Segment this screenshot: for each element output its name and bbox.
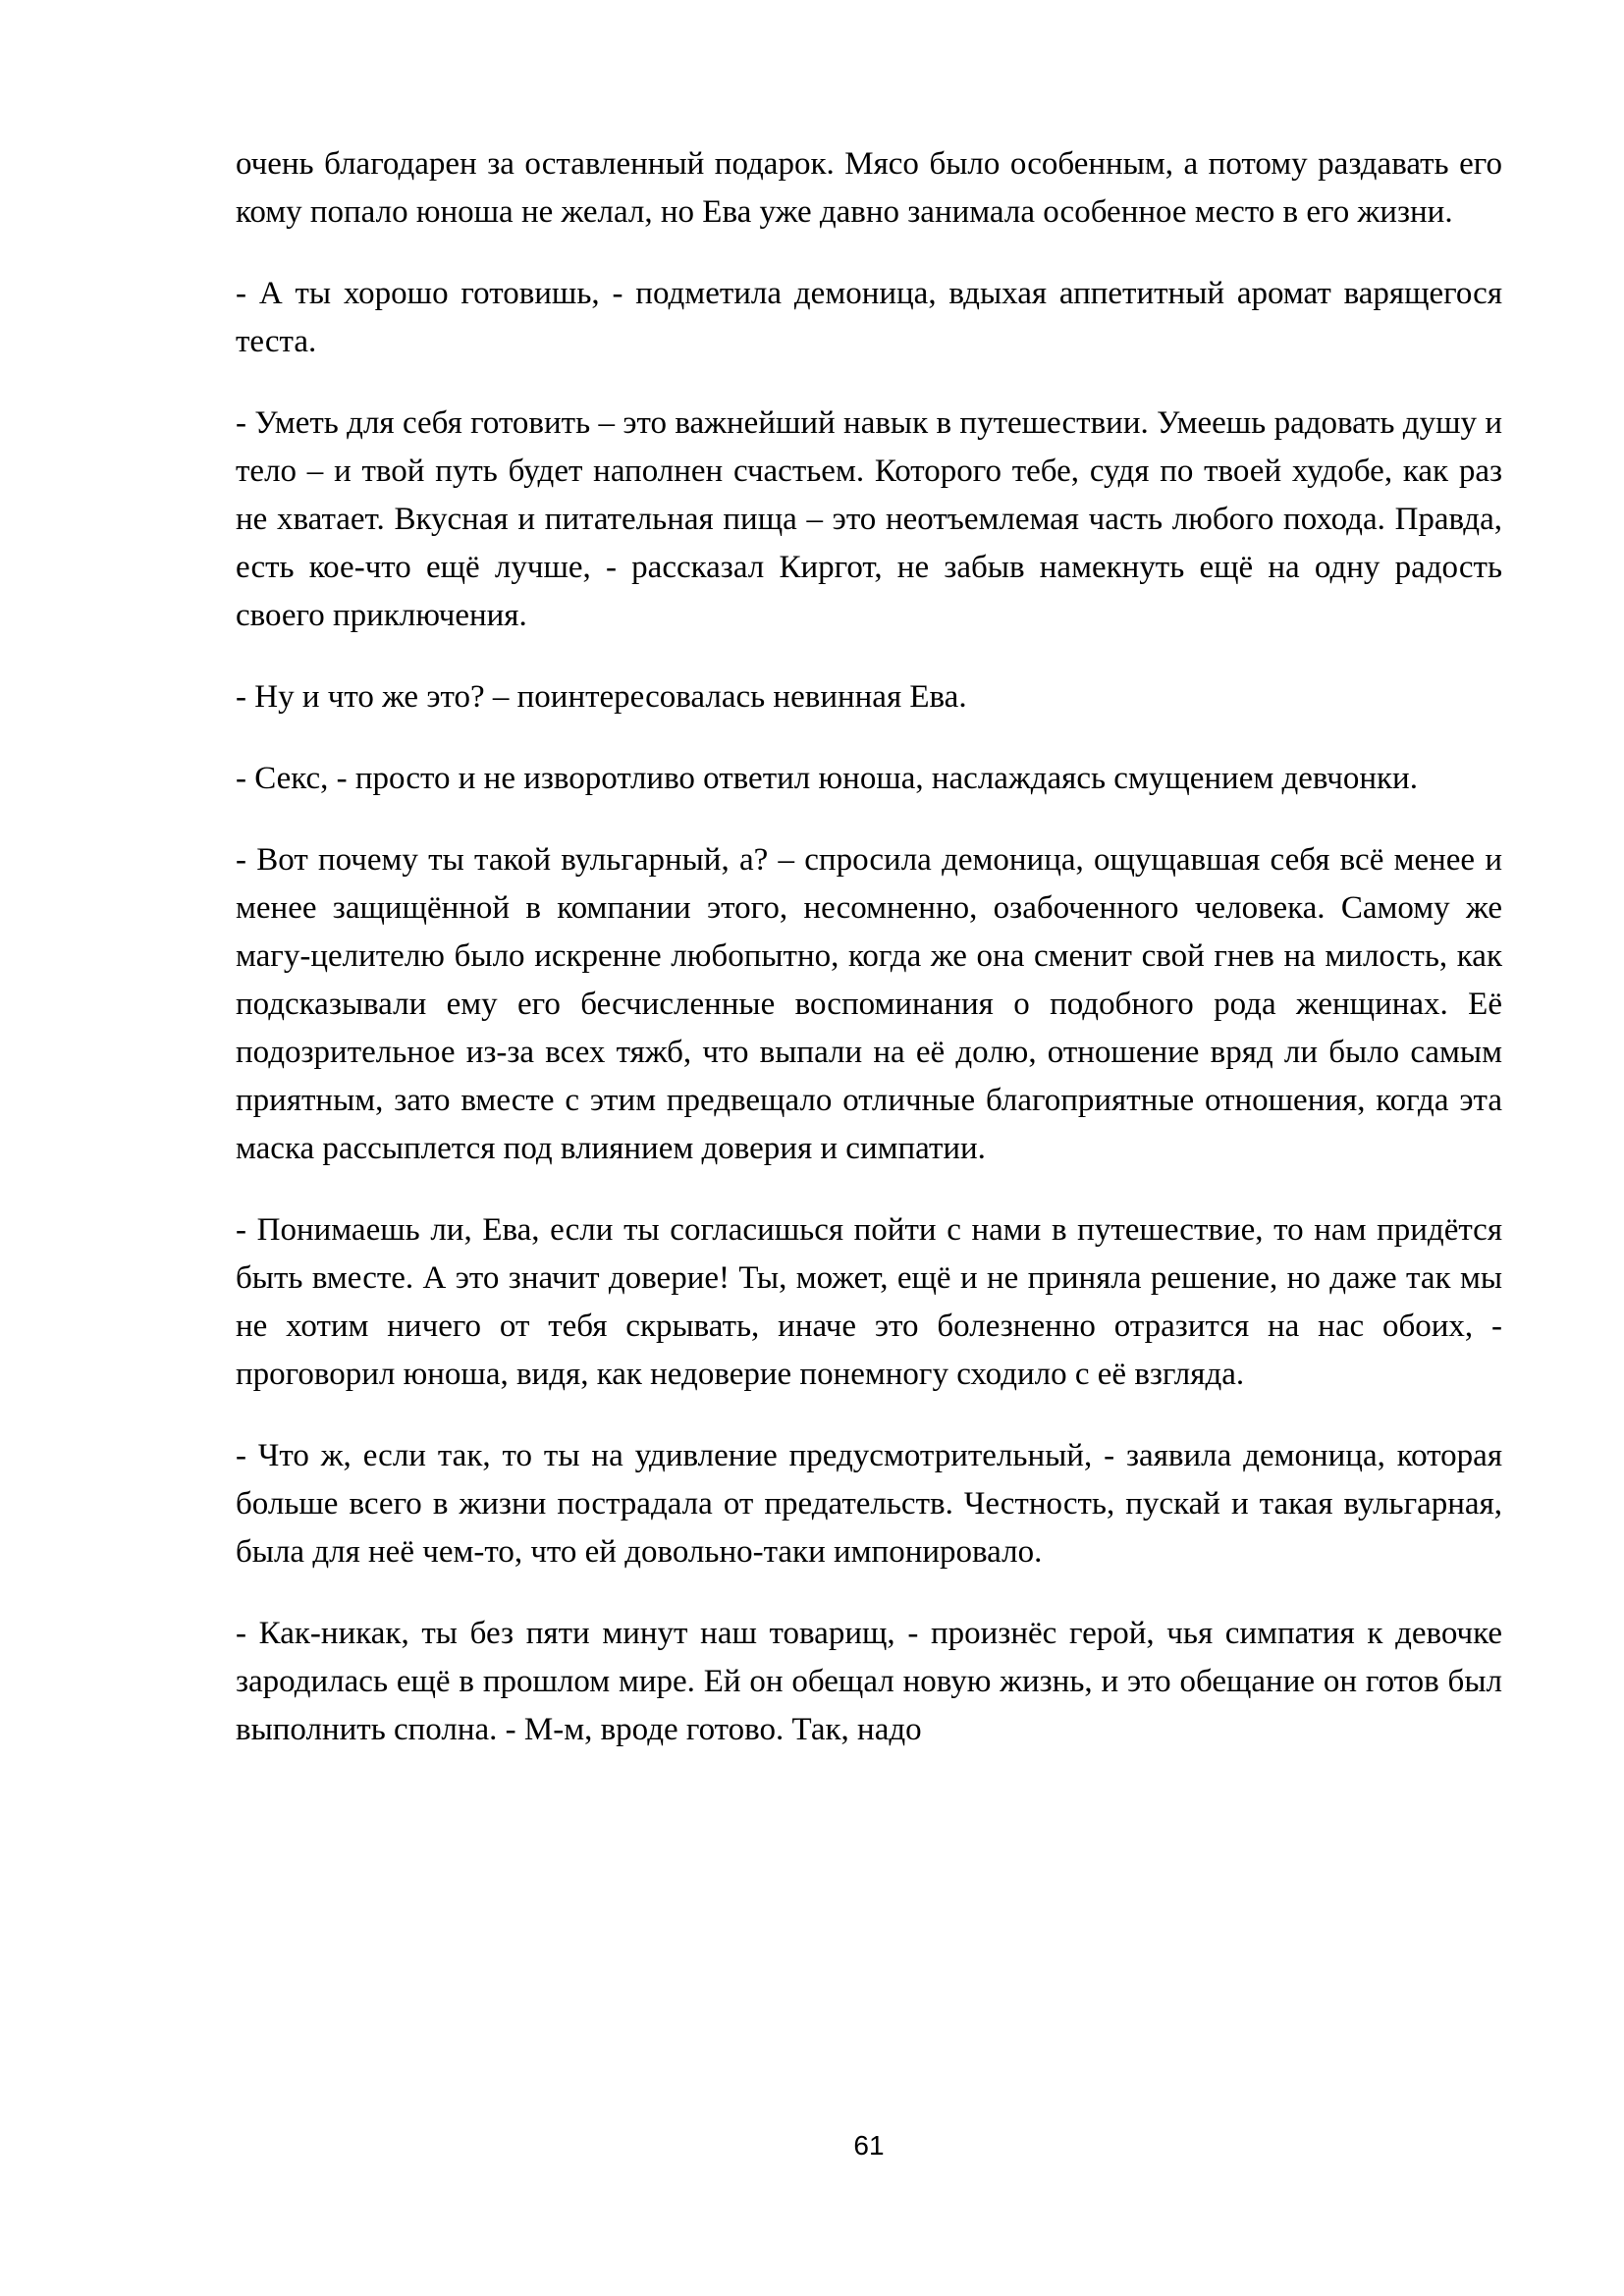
paragraph: - Что ж, если так, то ты на удивление предусмотрительный, - заявила демоница, которая больше всего в жизни пострадала от предательств. Честность, пускай и такая вульгарная, была для неё чем-то, что ей довольно-таки импонировало. [236,1438,1502,1570]
body-text [236,140,1502,1788]
paragraph: - Ну и что же это? – поинтересовалась невинная Ева. [236,679,967,715]
paragraph: - А ты хорошо готовишь, - подметила демоница, вдыхая аппетитный аромат варящегося теста. [236,276,1502,359]
paragraph: - Вот почему ты такой вульгарный, а? – спросила демоница, ощущавшая себя всё менее и менее защищённой в компании этого, несомненно, озабоченного человека. Самому же магу-целителю было искренне любопытно, когда же она сменит свой гнев на милость, как подсказывали ему его бесчисленные воспоминания о подобного рода женщинах. Её подозрительное из-за всех тяжб, что выпали на её долю, отношение вряд ли было самым приятным, зато вместе с этим предвещало отличные благоприятные отношения, когда эта маска рассыплется под влиянием доверия и симпатии. [236,842,1502,1166]
paragraph: - Уметь для себя готовить – это важнейший навык в путешествии. Умеешь радовать душу и тело – и твой путь будет наполнен счастьем. Которого тебе, судя по твоей худобе, как раз не хватает. Вкусная и питательная пища – это неотъемлемая часть любого похода. Правда, есть кое-что ещё лучше, - рассказал Киргот, не забыв намекнуть ещё на одну радость своего приключения. [236,405,1502,633]
paragraph: очень благодарен за оставленный подарок. Мясо было особенным, а потому раздавать его кому попало юноша не желал, но Ева уже давно занимала особенное место в его жизни. [236,146,1502,230]
page-number: 61 [853,2130,885,2161]
paragraph: - Как-никак, ты без пяти минут наш товарищ, - произнёс герой, чья симпатия к девочке зародилась ещё в прошлом мире. Ей он обещал новую жизнь, и это обещание он готов был выполнить сполна. - М-м, вроде готово. Так, надо [236,1616,1502,1747]
paragraph: - Секс, - просто и не изворотливо ответил юноша, наслаждаясь смущением девчонки. [236,761,1418,796]
paragraph: - Понимаешь ли, Ева, если ты согласишься пойти с нами в путешествие, то нам придётся быть вместе. А это значит доверие! Ты, может, ещё и не приняла решение, но даже так мы не хотим ничего от тебя скрывать, иначе это болезненно отразится на нас обоих, - проговорил юноша, видя, как недоверие понемногу сходило с её взгляда. [236,1212,1502,1392]
